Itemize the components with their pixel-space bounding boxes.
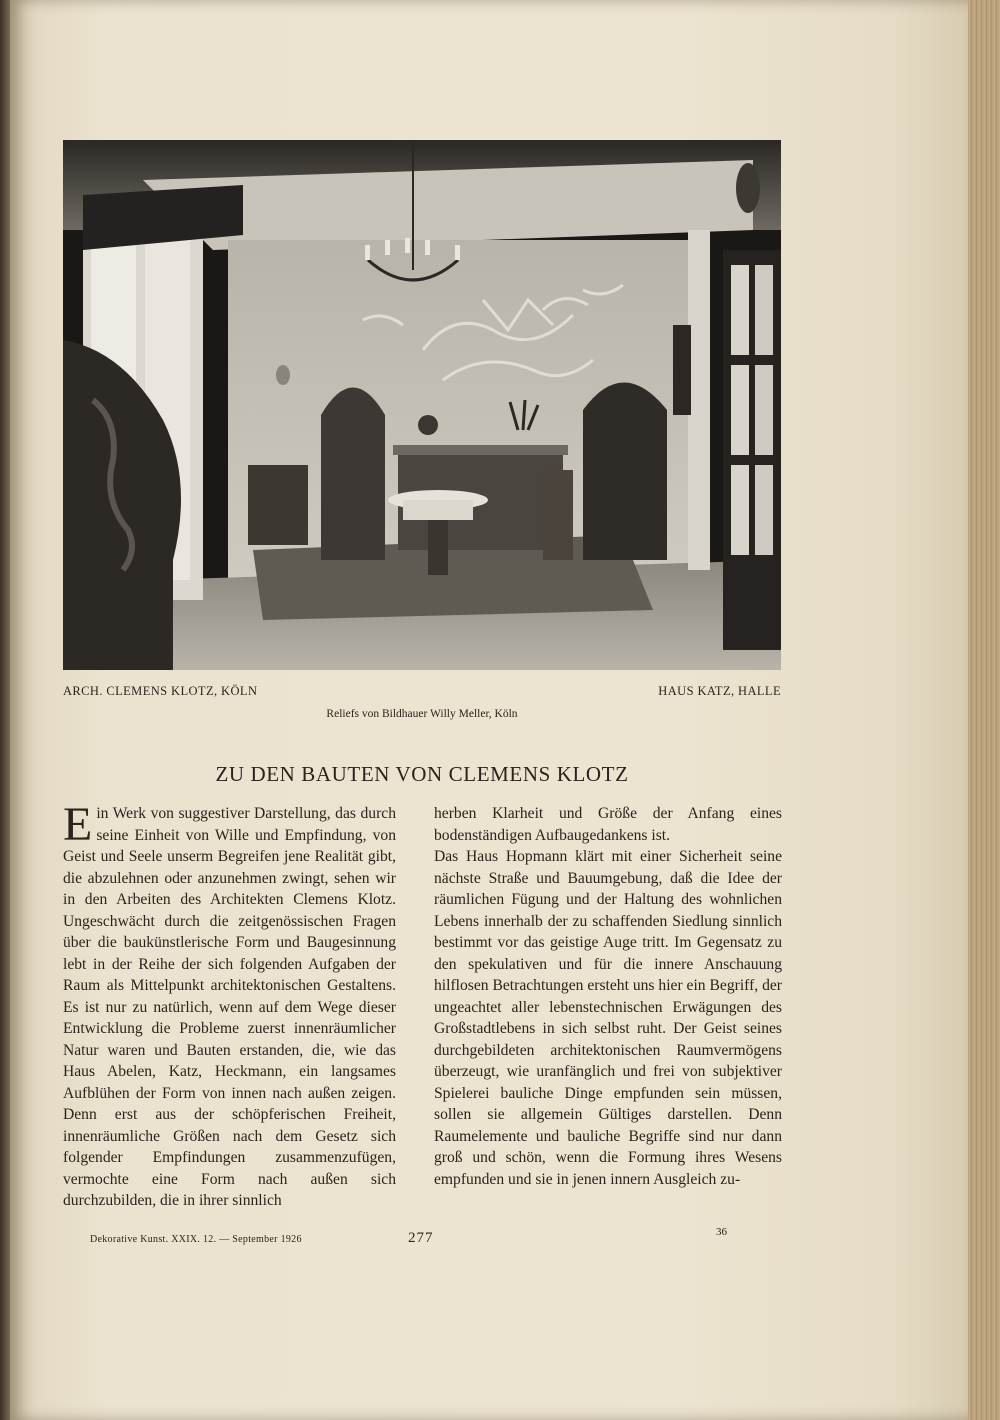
- text-column-left: [63, 798, 396, 1212]
- book-gutter: [0, 0, 10, 1420]
- drop-cap: E: [63, 798, 93, 851]
- column-left-text: in Werk von suggestiver Darstellung, das durch seine Einheit von Wille und Empfindung, von Geist und Seele unserm Begreifen jene Realität gibt, die abzulehnen oder anzunehmen zwingt, sehen wir in den Arbeiten des Architekten Clemens Klotz. Ungeschwächt durch die zeitgenössischen Fragen über die baukünstlerische Form und Baugesinnung lebt in der Reihe der sich folgenden Aufgaben der Raum als Mittelpunkt architektonischen Gestaltens. Es ist nur zu natürlich, wenn auf dem Wege dieser Entwicklung die Probleme zuerst innenräumlicher Natur waren und Bauten erstanden, die, wie das Haus Abelen, Katz, Heckmann, ein langsames Aufblühen der Form von innen nach außen zeigen. Denn erst aus der schöpferischen Freiheit, innenräumliche Größen nach dem Gesetz sich folgender Empfindungen zusammenzufügen, vermochte eine Form nach außen sich durchzubilden, die in ihrer sinnlich: [63, 805, 396, 1209]
- relief-credit: Reliefs von Bildhauer Willy Meller, Köln: [326, 708, 518, 720]
- architect-caption: ARCH. CLEMENS KLOTZ, KÖLN: [63, 684, 258, 698]
- journal-reference: Dekorative Kunst. XXIX. 12. — September 1926: [90, 1234, 302, 1245]
- facing-page-edge: [2, 150, 10, 670]
- paragraph-haus-hopmann: Das Haus Hopmann klärt mit einer Sicherheit seine nächste Straße und Bauumgebung, daß die Idee der räumlichen Fügung und der Haltung des wohnlichen Lebens innerhalb der zu schaffenden Siedlung sinnlich bestimmt vor das geistige Auge tritt. Im Gegensatz zu den spekulativen und für die innere Anschauung hilflosen Betrachtungen ersteht uns hier ein Begriff, der ungeachtet aller lebenstechnischen Erwägungen des Großstadtlebens in sich selbst ruht. Der Geist seines durchgebildeten architektonischen Raumvermögens überzeugt, wie uranfänglich und frei von subjektiver Spielerei bauliche Dinge empfunden sein müssen, sollen sie allgemein Gültiges darstellen. Denn Raumelemente und bauliche Begriffe sind nur dann groß und schön, wenn die Formung ihres Wesens empfunden und sie in jenen innern Ausgleich zu-: [434, 848, 782, 1188]
- printer-signature: 36: [716, 1226, 727, 1238]
- text-column-right: [434, 803, 782, 1190]
- paragraph-continuation: herben Klarheit und Größe der Anfang eines bodenständigen Aufbaugedankens ist.: [434, 805, 782, 844]
- page-number: 277: [408, 1230, 434, 1246]
- interior-photograph: [63, 140, 781, 670]
- photo-caption-row: [63, 684, 781, 704]
- article-title: ZU DEN BAUTEN VON CLEMENS KLOTZ: [215, 762, 629, 786]
- building-caption: HAUS KATZ, HALLE: [658, 684, 781, 698]
- page-edges: [968, 0, 1000, 1420]
